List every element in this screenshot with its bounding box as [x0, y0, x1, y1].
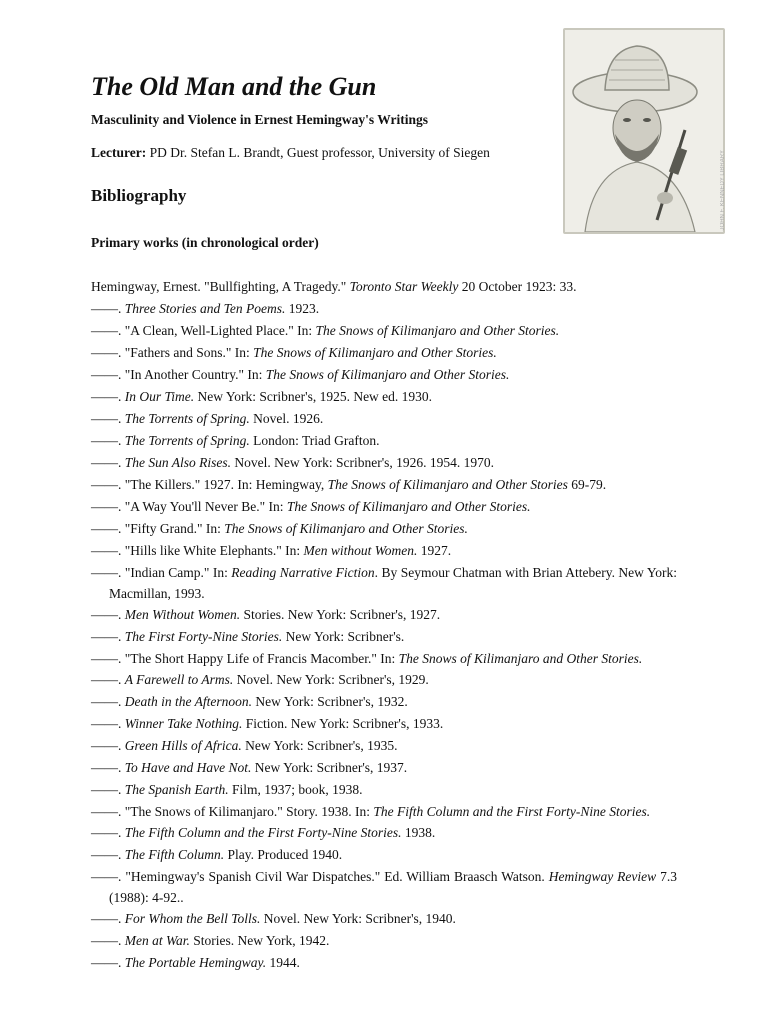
entry-text: ——. "The Killers." 1927. In: Hemingway,: [91, 477, 328, 492]
entry-text: ——.: [91, 301, 125, 316]
entry-text: Play. Produced 1940.: [224, 847, 343, 862]
entry-text: Novel. New York: Scribner's, 1929.: [233, 672, 429, 687]
bibliography-entry: [91, 430, 677, 452]
entry-title-italic: For Whom the Bell Tolls.: [124, 911, 261, 926]
entry-title-italic: To Have and Have Not.: [124, 760, 252, 775]
bibliography-entry: [91, 408, 677, 430]
entry-text: Novel. 1926.: [249, 411, 324, 426]
document-title: The Old Man and the Gun: [91, 72, 377, 101]
entry-title-italic: The Torrents of Spring.: [124, 411, 250, 426]
entry-text: ——.: [91, 911, 125, 926]
photo-credit: JOHN F. KENNEDY LIBRARY: [720, 150, 726, 231]
entry-text: ——.: [91, 847, 125, 862]
document-subtitle: Masculinity and Violence in Ernest Hemingway's Writings: [91, 112, 429, 127]
entry-text: Stories. New York: Scribner's, 1927.: [240, 607, 441, 622]
bibliography-entry: [91, 930, 677, 952]
section-title: Bibliography: [91, 186, 187, 205]
lecturer-label: Lecturer:: [91, 145, 147, 160]
bibliography-entry: [91, 540, 677, 562]
bibliography-entry: [91, 648, 677, 669]
entry-text: ——.: [91, 629, 125, 644]
entry-text: Film, 1937; book, 1938.: [228, 782, 363, 797]
entry-text: ——. "A Clean, Well-Lighted Place." In:: [91, 323, 316, 338]
entry-text: 20 October 1923: 33.: [458, 279, 577, 294]
entry-text: ——.: [91, 825, 125, 840]
entry-title-italic: The Snows of Kilimanjaro and Other Stories.: [253, 345, 497, 360]
entry-text: New York: Scribner's, 1935.: [241, 738, 398, 753]
entry-title-italic: The Snows of Kilimanjaro and Other Stories.: [286, 499, 531, 514]
bibliography-entry: [91, 822, 677, 844]
entry-title-italic: The Snows of Kilimanjaro and Other Stories.: [398, 651, 643, 666]
entry-title-italic: Men at War.: [124, 933, 190, 948]
bibliography-list: [91, 276, 677, 974]
entry-text: New York: Scribner's, 1937.: [251, 760, 408, 775]
entry-text: Fiction. New York: Scribner's, 1933.: [242, 716, 444, 731]
entry-title-italic: In Our Time.: [124, 389, 195, 404]
entry-text: Hemingway, Ernest. "Bullfighting, A Tragedy.": [91, 279, 350, 294]
entry-title-italic: The First Forty-Nine Stories.: [124, 629, 283, 644]
bibliography-entry: [91, 604, 677, 626]
bibliography-entry: [91, 713, 677, 735]
entry-text: ——.: [91, 716, 125, 731]
lecturer-text: PD Dr. Stefan L. Brandt, Guest professor, University of Siegen: [146, 145, 490, 160]
entry-title-italic: The Snows of Kilimanjaro and Other Stories.: [315, 323, 560, 338]
entry-text: . By Seymour Chatman with Brian Attebery. New York: Macmillan, 1993.: [109, 565, 677, 601]
entry-text: ——.: [91, 607, 125, 622]
entry-text: 1923.: [285, 301, 320, 316]
bibliography-entry: [91, 496, 677, 518]
subsection-title: Primary works (in chronological order): [91, 235, 319, 250]
bibliography-entry: [91, 320, 677, 342]
entry-text: 1944.: [266, 955, 300, 970]
entry-title-italic: Reading Narrative Fiction: [231, 565, 375, 580]
entry-text: Novel. New York: Scribner's, 1926. 1954. 1970.: [231, 455, 495, 470]
portrait-illustration: [565, 30, 723, 232]
bibliography-entry: [91, 626, 677, 648]
entry-title-italic: The Portable Hemingway.: [124, 955, 267, 970]
bibliography-entry: [91, 691, 677, 713]
bibliography-entry: [91, 952, 677, 974]
bibliography-entry: [91, 801, 677, 822]
entry-text: ——. "Hills like White Elephants." In:: [91, 543, 304, 558]
entry-text: ——. "Hemingway's Spanish Civil War Dispatches." Ed. William Braasch Watson.: [91, 869, 549, 884]
bibliography-entry: [91, 757, 677, 779]
entry-text: ——.: [91, 760, 125, 775]
entry-title-italic: Men without Women.: [303, 543, 418, 558]
entry-text: London: Triad Grafton.: [249, 433, 380, 448]
entry-text: ——.: [91, 672, 125, 687]
entry-title-italic: The Snows of Kilimanjaro and Other Stories.: [224, 521, 468, 536]
bibliography-entry: [91, 779, 677, 801]
entry-text: New York: Scribner's.: [282, 629, 405, 644]
entry-text: ——.: [91, 738, 125, 753]
entry-text: ——.: [91, 433, 125, 448]
entry-title-italic: The Fifth Column and the First Forty-Nine Stories.: [124, 825, 402, 840]
hemingway-photo: [563, 28, 725, 234]
entry-title-italic: Men Without Women.: [124, 607, 241, 622]
entry-text: 1927.: [417, 543, 452, 558]
entry-title-italic: The Fifth Column.: [124, 847, 225, 862]
entry-text: ——.: [91, 411, 125, 426]
entry-text: New York: Scribner's, 1932.: [252, 694, 408, 709]
bibliography-entry: [91, 276, 677, 298]
bibliography-entry: [91, 735, 677, 757]
lecturer-line: [91, 145, 490, 161]
entry-text: 69-79.: [567, 477, 607, 492]
bibliography-entry: [91, 866, 677, 908]
bibliography-entry: [91, 474, 677, 496]
entry-text: Novel. New York: Scribner's, 1940.: [260, 911, 456, 926]
entry-title-italic: Toronto Star Weekly: [349, 279, 459, 294]
bibliography-entry: [91, 386, 677, 408]
bibliography-entry: [91, 844, 677, 866]
entry-text: ——.: [91, 455, 125, 470]
entry-text: ——.: [91, 782, 125, 797]
entry-title-italic: The Spanish Earth.: [124, 782, 229, 797]
entry-title-italic: Green Hills of Africa.: [124, 738, 242, 753]
bibliography-entry: [91, 669, 677, 691]
bibliography-entry: [91, 452, 677, 474]
entry-text: ——.: [91, 389, 125, 404]
entry-title-italic: The Snows of Kilimanjaro and Other Stories.: [265, 367, 510, 382]
entry-text: ——. "Fifty Grand." In:: [91, 521, 225, 536]
entry-title-italic: The Fifth Column and the First Forty-Nine Stories.: [373, 804, 651, 819]
entry-text: ——.: [91, 933, 125, 948]
entry-text: Stories. New York, 1942.: [189, 933, 330, 948]
entry-text: ——. "The Snows of Kilimanjaro." Story. 1938. In:: [91, 804, 374, 819]
bibliography-entry: [91, 908, 677, 930]
entry-title-italic: The Sun Also Rises.: [124, 455, 232, 470]
entry-title-italic: The Snows of Kilimanjaro and Other Stories: [327, 477, 568, 492]
entry-text: ——.: [91, 694, 125, 709]
entry-text: ——. "Fathers and Sons." In:: [91, 345, 254, 360]
entry-text: ——. "The Short Happy Life of Francis Macomber." In:: [91, 651, 399, 666]
entry-text: 1938.: [401, 825, 436, 840]
bibliography-entry: [91, 562, 677, 604]
entry-title-italic: Winner Take Nothing.: [124, 716, 243, 731]
bibliography-entry: [91, 342, 677, 364]
entry-text: ——. "In Another Country." In:: [91, 367, 266, 382]
bibliography-entry: [91, 298, 677, 320]
entry-text: ——.: [91, 955, 125, 970]
bibliography-entry: [91, 518, 677, 540]
entry-text: New York: Scribner's, 1925. New ed. 1930.: [194, 389, 433, 404]
entry-title-italic: The Torrents of Spring.: [124, 433, 250, 448]
entry-title-italic: Death in the Afternoon.: [124, 694, 252, 709]
entry-text: ——. "Indian Camp." In:: [91, 565, 232, 580]
entry-title-italic: Three Stories and Ten Poems.: [124, 301, 286, 316]
entry-title-italic: A Farewell to Arms.: [124, 672, 234, 687]
bibliography-entry: [91, 364, 677, 386]
entry-text: 7.3 (1988): 4-92..: [109, 869, 678, 905]
entry-text: ——. "A Way You'll Never Be." In:: [91, 499, 287, 514]
entry-title-italic: Hemingway Review: [548, 869, 657, 884]
